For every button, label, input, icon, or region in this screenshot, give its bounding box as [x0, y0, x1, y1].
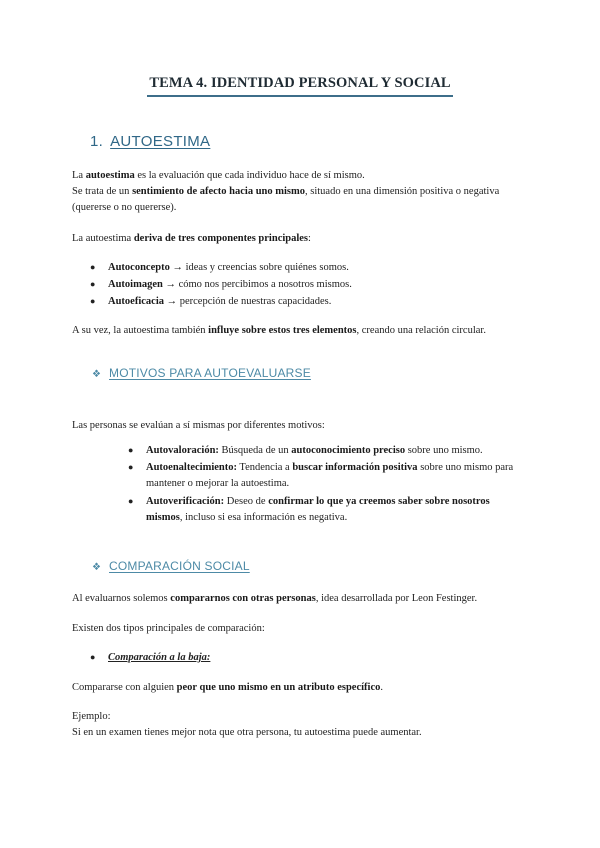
diamond-star-icon: ❖: [92, 562, 102, 573]
bullet-dot-icon: ●: [128, 445, 134, 455]
paragraph-motives-intro: Las personas se evalúan a sí mismas por diferentes motivos:: [72, 420, 325, 431]
paragraph-example-label: Ejemplo:: [72, 711, 111, 722]
subsection-heading-comparacion: [92, 559, 250, 573]
paragraph-festinger: Al evaluarnos solemos compararnos con otras personas, idea desarrollada por Leon Festinger.: [72, 593, 478, 604]
subsection-title: COMPARACIÓN SOCIAL: [109, 559, 250, 573]
bullet-dot-icon: ●: [90, 262, 96, 272]
bullet-dot-icon: ●: [90, 279, 96, 289]
list-item: Autoconcepto → ideas y creencias sobre quiénes somos.: [108, 262, 349, 273]
paragraph-definition: La autoestima es la evaluación que cada individuo hace de sí mismo.: [72, 170, 365, 181]
list-item: Autoverificación: Deseo de confirmar lo que ya creemos saber sobre nosotros: [146, 496, 490, 507]
paragraph-feeling: Se trata de un sentimiento de afecto hacia uno mismo, situado en una dimensión positiva o negativa: [72, 186, 500, 197]
paragraph-types: Existen dos tipos principales de comparación:: [72, 623, 265, 634]
paragraph-feeling-cont: (quererse o no quererse).: [72, 202, 177, 213]
paragraph-components: La autoestima deriva de tres componentes principales:: [72, 233, 311, 244]
bullet-dot-icon: ●: [90, 652, 96, 662]
bullet-dot-icon: ●: [128, 462, 134, 472]
subsection-title: MOTIVOS PARA AUTOEVALUARSE: [109, 366, 311, 380]
subsection-heading-motivos: [92, 366, 311, 380]
bullet-dot-icon: ●: [90, 296, 96, 306]
paragraph-example: Si en un examen tienes mejor nota que otra persona, tu autoestima puede aumentar.: [72, 727, 422, 738]
list-item: Autovaloración: Búsqueda de un autoconocimiento preciso sobre uno mismo.: [146, 445, 483, 456]
diamond-star-icon: ❖: [92, 369, 102, 380]
section-number: 1.: [90, 133, 104, 150]
section-title: AUTOESTIMA: [110, 133, 211, 150]
list-item: Autoimagen → cómo nos percibimos a nosotros mismos.: [108, 279, 352, 290]
title-block: [0, 73, 600, 97]
list-item: Autoenaltecimiento: Tendencia a buscar información positiva sobre uno mismo para: [146, 462, 514, 473]
bullet-dot-icon: ●: [128, 496, 134, 506]
list-item-cont: mismos, incluso si esa información es negativa.: [146, 512, 348, 523]
paragraph-downward: Compararse con alguien peor que uno mismo en un atributo específico.: [72, 682, 383, 693]
page-title: TEMA 4. IDENTIDAD PERSONAL Y SOCIAL: [147, 73, 452, 97]
paragraph-circular: A su vez, la autoestima también influye sobre estos tres elementos, creando una relación circular.: [72, 325, 486, 336]
section-heading-autoestima: [90, 133, 210, 150]
list-item: Autoeficacia → percepción de nuestras capacidades.: [108, 296, 332, 307]
list-item-cont: mantener o mejorar la autoestima.: [146, 478, 290, 489]
list-item-comparacion-baja: Comparación a la baja:: [108, 652, 211, 663]
